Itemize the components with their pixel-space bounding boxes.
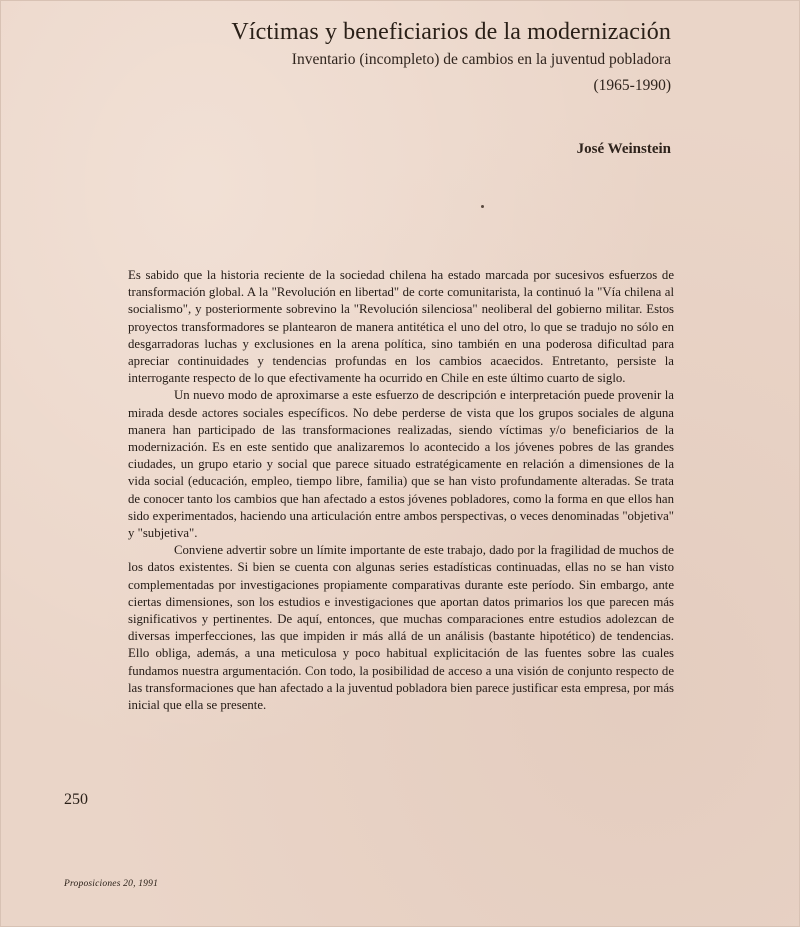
journal-footer: Proposiciones 20, 1991 [64, 879, 159, 889]
article-body [128, 267, 674, 714]
ink-speck [481, 205, 484, 208]
paragraph-3: Conviene advertir sobre un límite importante de este trabajo, dado por la fragilidad de muchos de los datos existentes. Si bien se cuenta con algunas series estadísticas continuadas, ellas no se han visto complementadas por investigaciones propiamente comparativas durante este período. Sin embargo, ante ciertas dimensiones, son los estudios e investigaciones que aportan datos primarios los que parecen más significativos y pertinentes. De aquí, entonces, que muchas comparaciones entre estudios adolezcan de diversas imperfecciones, las que impiden ir más allá de un análisis (bastante hipotético) de tendencias. Ello obliga, además, a una meticulosa y poco habitual explicitación de las fuentes sobre las cuales fundamos nuestra argumentación. Con todo, la posibilidad de acceso a una visión de conjunto respecto de las transformaciones que han afectado a la juventud pobladora bien parece justificar esta empresa, por más inicial que ella se presente. [128, 543, 674, 713]
article-subtitle: Inventario (incompleto) de cambios en la juventud pobladora [291, 51, 671, 68]
paragraph-2: Un nuevo modo de aproximarse a este esfuerzo de descripción e interpretación puede provenir la mirada desde actores sociales específicos. No debe perderse de vista que los grupos sociales de alguna manera han participado de las transformaciones realizadas, siendo víctimas y/o beneficiarios de la modernización. Es en este sentido que analizaremos lo acontecido a los jóvenes pobres de las grandes ciudades, un grupo etario y social que parece situado estratégicamente en relación a dimensiones de la vida social (educación, empleo, tiempo libre, familia) que se han visto profundamente alteradas. Se trata de conocer tanto los cambios que han afectado a estos jóvenes pobladores, como la forma en que ellos han sido experimentados, haciendo una articulación entre ambos perspectivas, o veces denominadas "objetiva" y "subjetiva". [128, 388, 674, 541]
paragraph-1: Es sabido que la historia reciente de la sociedad chilena ha estado marcada por sucesivos esfuerzos de transformación global. A la "Revolución en libertad" de corte comunitarista, la continuó la "Vía chilena al socialismo", y posteriormente sobrevino la "Revolución silenciosa" neoliberal del gobierno militar. Estos proyectos transformadores se plantearon de manera antitética el uno del otro, lo que se tradujo no sólo en desgarradoras luchas y exclusiones en la arena política, sino también en una poderosa dificultad para apreciar continuidades y tendencias profundas en los cambios acaecidos. Entretanto, persiste la interrogante respecto de lo que efectivamente ha ocurrido en Chile en este último cuarto de siglo. [128, 268, 674, 386]
page-number: 250 [64, 791, 88, 808]
article-years: (1965-1990) [593, 77, 671, 94]
article-title: Víctimas y beneficiarios de la modernización [231, 19, 671, 45]
author-name: José Weinstein [576, 141, 671, 157]
